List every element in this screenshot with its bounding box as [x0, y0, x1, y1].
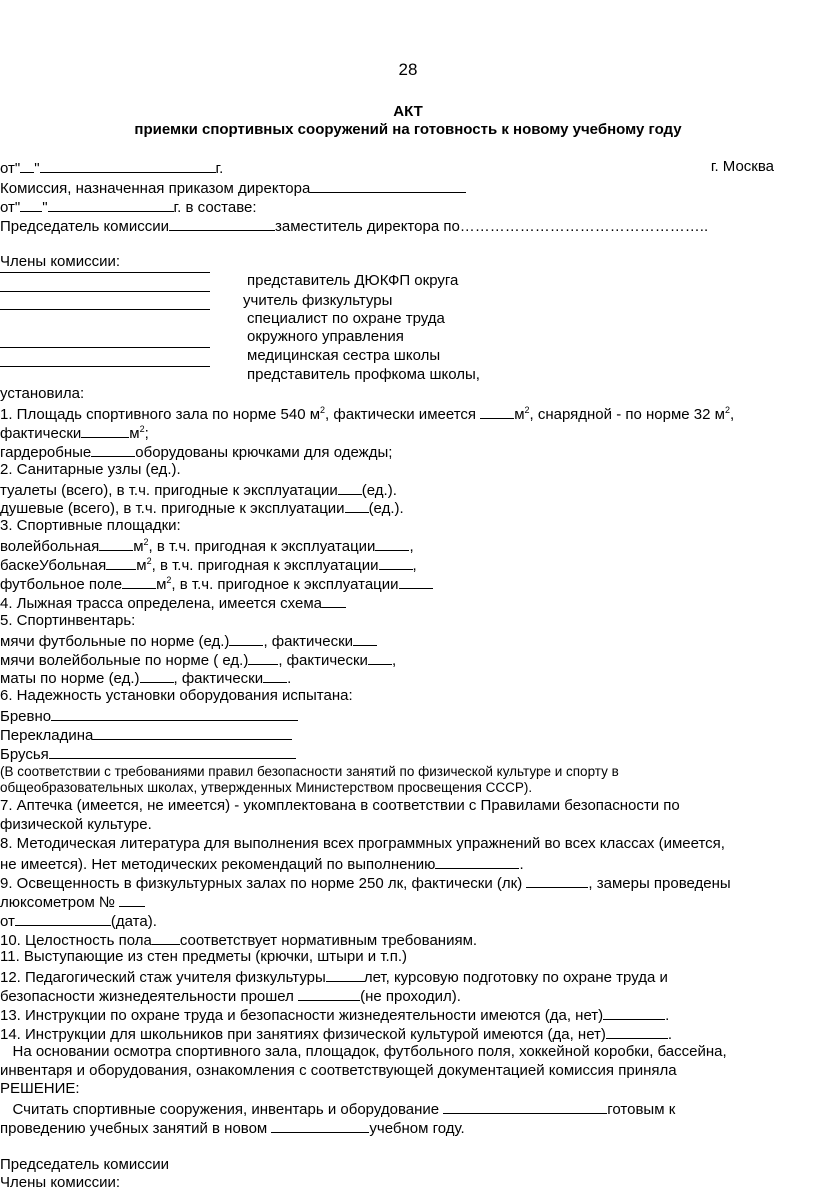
member-role: представитель ДЮКФП округа: [247, 272, 459, 289]
item-8-line-1: 8. Методическая литература для выполнения всех программных упражнений во всех классах (имеется,: [0, 835, 725, 852]
member-role: учитель физкультуры: [243, 292, 393, 309]
item-14: 14. Инструкции для школьников при занятиях физической культурой имеются (да, нет) .: [0, 1026, 673, 1043]
city: г. Москва: [710, 158, 774, 175]
item-6-bar: Перекладина: [0, 725, 292, 745]
item-9-line-3: от (дата).: [0, 913, 157, 930]
conclusion-line-2: инвентаря и оборудования, ознакомления с соответствующей документацией комиссия приняла: [0, 1062, 677, 1079]
item-8-line-2: не имеется). Нет методических рекомендаций по выполнению .: [0, 856, 524, 873]
item-2-toilets: туалеты (всего), в т.ч. пригодные к эксплуатации (ед.).: [0, 482, 397, 499]
order-blank: [310, 178, 466, 193]
item-6-beam: Бревно: [0, 706, 298, 726]
item-6-note-2: общеобразовательных школах, утвержденных Министерством просвещения СССР).: [0, 780, 533, 795]
item-12-line-2: безопасности жизнедеятельности прошел (не проходил).: [0, 988, 461, 1005]
item-7-line-1: 7. Аптечка (имеется, не имеется) - укомплектована в соответствии с Правилами безопасности по: [0, 797, 680, 814]
act-date-line: от" " г.: [0, 160, 224, 177]
item-6-note-1: (В соответствии с требованиями правил безопасности занятий по физической культуре и спорту в: [0, 764, 619, 779]
item-3-football: футбольное поле $м^2$, в т.ч. пригодное к эксплуатации: [0, 574, 433, 594]
member-line: [0, 366, 210, 367]
date-month-blank: [40, 158, 216, 173]
item-5-mats: маты по норме (ед.) , фактически .: [0, 670, 292, 687]
decision-line-2: проведению учебных занятий в новом учебном году.: [0, 1120, 465, 1137]
decision-line-1: Считать спортивные сооружения, инвентарь и оборудование готовым к: [0, 1101, 676, 1118]
signature-members: Члены комиссии:: [0, 1174, 121, 1191]
commission-line: Комиссия, назначенная приказом директора: [0, 178, 466, 198]
item-12-line-1: 12. Педагогический стаж учителя физкультуры лет, курсовую подготовку по охране труда и: [0, 969, 668, 986]
act-title: АКТ: [393, 103, 423, 120]
item-11: 11. Выступающие из стен предметы (крючки, штыри и т.п.): [0, 948, 407, 965]
signature-chairman: Председатель комиссии: [0, 1156, 169, 1173]
item-1-actual: фактически $м^2$;: [0, 424, 149, 442]
chairman-line: Председатель комиссии заместитель директора по…………………………………………..: [0, 218, 709, 235]
item-9-line-2: люксометром №: [0, 892, 145, 912]
member-role: медицинская сестра школы: [247, 347, 441, 364]
item-5-heading: 5. Спортинвентарь:: [0, 612, 136, 629]
item-9-line-1: 9. Освещенность в физкультурных залах по норме 250 лк, фактически (лк) , замеры проведены: [0, 875, 731, 892]
act-subtitle: приемки спортивных сооружений на готовность к новому учебному году: [134, 121, 682, 138]
members-label: Члены комиссии:: [0, 253, 121, 270]
date-day-blank: [20, 158, 34, 173]
member-role: специалист по охране труда: [247, 310, 445, 327]
item-2-heading: 2. Санитарные узлы (ед.).: [0, 461, 181, 478]
item-1-wardrobe: гардеробные оборудованы крючками для одежды;: [0, 444, 393, 461]
order-date-line: от" " г. в составе:: [0, 199, 257, 216]
member-role: представитель профкома школы,: [247, 366, 480, 383]
conclusion-line-1: На основании осмотра спортивного зала, площадок, футбольного поля, хоккейной коробки, бассейна,: [0, 1043, 727, 1060]
member-role: окружного управления: [247, 328, 404, 345]
item-7-line-2: физической культуре.: [0, 816, 152, 833]
item-10: 10. Целостность пола соответствует нормативным требованиям.: [0, 932, 478, 949]
decision-label: РЕШЕНИЕ:: [0, 1080, 80, 1097]
item-2-showers: душевые (всего), в т.ч. пригодные к эксплуатации (ед.).: [0, 500, 404, 517]
item-6-heading: 6. Надежность установки оборудования испытана:: [0, 687, 353, 704]
chairman-blank: [169, 216, 275, 231]
item-1-line: 1. Площадь спортивного зала по норме 540 $м^2$, фактически имеется $м^2$, снарядной - по норме 32 $м^2$,: [0, 405, 735, 423]
member-line: [0, 309, 210, 310]
member-line: [0, 272, 210, 273]
item-3-heading: 3. Спортивные площадки:: [0, 517, 181, 534]
item-13: 13. Инструкции по охране труда и безопасности жизнедеятельности имеются (да, нет) .: [0, 1007, 670, 1024]
item-5-volleyballs: мячи волейбольные по норме ( ед.) , фактически ,: [0, 652, 397, 669]
member-line: [0, 291, 210, 292]
item-4: 4. Лыжная трасса определена, имеется схема: [0, 593, 346, 613]
item-5-footballs: мячи футбольные по норме (ед.) , фактически: [0, 631, 377, 651]
item-6-parallel-bars: Брусья: [0, 744, 296, 764]
member-line: [0, 347, 210, 348]
item-3-basketball: баскеУбольная $м^2$, в т.ч. пригодная к эксплуатации ,: [0, 556, 417, 574]
established-label: установила:: [0, 385, 85, 402]
item-3-volleyball: волейбольная $м^2$, в т.ч. пригодная к эксплуатации ,: [0, 537, 414, 555]
page-number: 28: [398, 60, 418, 79]
